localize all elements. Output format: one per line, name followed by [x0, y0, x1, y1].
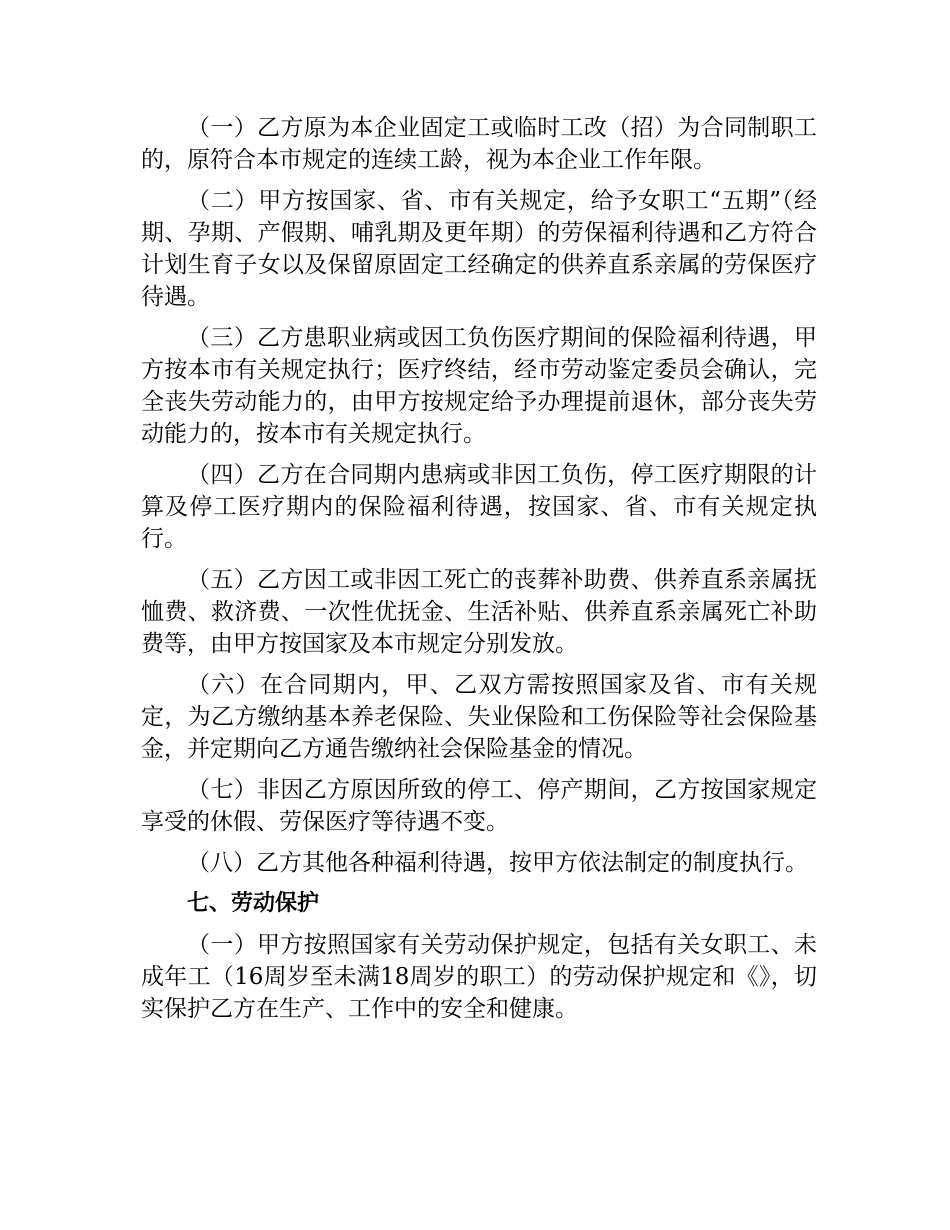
paragraph-welfare-6: （六）在合同期内，甲、乙双方需按照国家及省、市有关规定，为乙方缴纳基本养老保险、失业保险和工伤保险等社会保险基金，并定期向乙方通告缴纳社会保险基金的情况。	[141, 672, 817, 762]
paragraph-welfare-7: （七）非因乙方原因所致的停工、停产期间，乙方按国家规定享受的休假、劳保医疗等待遇不变。	[141, 777, 817, 835]
paragraph-welfare-4: （四）乙方在合同期内患病或非因工负伤，停工医疗期限的计算及停工医疗期内的保险福利待遇，按国家、省、市有关规定执行。	[141, 462, 817, 552]
paragraph-protection-1: （一）甲方按照国家有关劳动保护规定，包括有关女职工、未成年工（16周岁至未满18周岁的职工）的劳动保护规定和《》，切实保护乙方在生产、工作中的安全和健康。	[141, 932, 817, 1022]
paragraph-welfare-2: （二）甲方按国家、省、市有关规定，给予女职工“五期”（经期、孕期、产假期、哺乳期及更年期）的劳保福利待遇和乙方符合计划生育子女以及保留原固定工经确定的供养直系亲属的劳保医疗待遇。	[141, 188, 817, 310]
paragraph-welfare-8: （八）乙方其他各种福利待遇，按甲方依法制定的制度执行。	[187, 850, 808, 876]
paragraph-welfare-1: （一）乙方原为本企业固定工或临时工改（招）为合同制职工的，原符合本市规定的连续工龄，视为本企业工作年限。	[141, 115, 817, 173]
document-page	[141, 112, 817, 1034]
section-heading: 七、劳动保护	[187, 891, 320, 916]
paragraph-welfare-5: （五）乙方因工或非因工死亡的丧葬补助费、供养直系亲属抚恤费、救济费、一次性优抚金、生活补贴、供养直系亲属死亡补助费等，由甲方按国家及本市规定分别发放。	[141, 567, 817, 657]
paragraph-welfare-3: （三）乙方患职业病或因工负伤医疗期间的保险福利待遇，甲方按本市有关规定执行；医疗终结，经市劳动鉴定委员会确认，完全丧失劳动能力的，由甲方按规定给予办理提前退休，部分丧失劳动能力的，按本市有关规定执行。	[141, 325, 817, 447]
